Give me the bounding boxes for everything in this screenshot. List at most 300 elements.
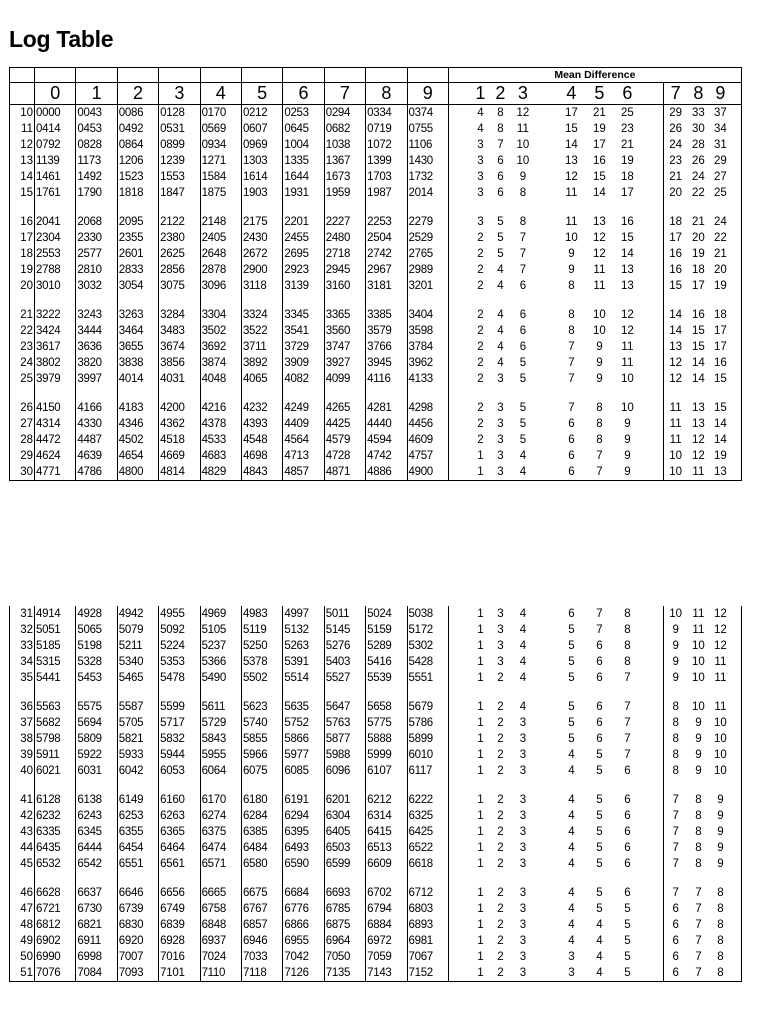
blank-cell [687, 294, 709, 307]
log-value: 6920 [117, 933, 158, 949]
log-value: 5955 [200, 747, 241, 763]
log-value: 6107 [366, 763, 407, 779]
column-gap [731, 699, 741, 715]
mean-difference-value: 7 [672, 794, 679, 806]
mean-difference-value: 17 [565, 107, 578, 119]
mean-difference-value: 4 [477, 107, 484, 119]
header-empty-cell [10, 83, 35, 105]
mean-difference-value: 18 [692, 264, 705, 276]
mean-difference-value: 1 [477, 656, 484, 668]
log-value: 7143 [366, 965, 407, 982]
log-value: 6749 [159, 901, 200, 917]
log-value: 4829 [200, 464, 241, 481]
log-value: 0934 [200, 137, 241, 153]
log-value: 4249 [283, 400, 324, 416]
log-value: 5185 [35, 638, 76, 654]
mean-difference-value: 9 [596, 341, 603, 353]
mean-difference-value: 1 [477, 624, 484, 636]
log-value: 3404 [407, 307, 448, 323]
column-gap [641, 731, 663, 747]
mean-difference-value: 9 [672, 656, 679, 668]
mean-difference-value: 4 [497, 280, 504, 292]
row-number: 40 [10, 763, 35, 779]
mean-difference-value: 11 [565, 216, 578, 228]
log-value: 6551 [117, 856, 158, 872]
log-value: 1644 [283, 169, 324, 185]
blank-cell [535, 872, 557, 885]
blank-cell [709, 294, 731, 307]
mean-difference-value: 9 [613, 464, 641, 481]
log-value: 1139 [35, 153, 76, 169]
table-row [10, 355, 742, 371]
mean-difference-value: 9 [519, 171, 527, 183]
mean-difference-value: 10 [714, 717, 727, 729]
mean-difference-value: 16 [669, 264, 683, 276]
mean-difference-value: 6 [624, 765, 631, 777]
row-number: 41 [10, 792, 35, 808]
blank-cell [10, 201, 35, 214]
column-gap [731, 323, 741, 339]
mean-difference-value: 34 [714, 123, 727, 135]
mean-difference-value: 11 [714, 656, 727, 668]
log-value: 5682 [35, 715, 76, 731]
mean-difference-value: 6 [568, 418, 575, 430]
column-gap [535, 432, 557, 448]
row-number: 20 [10, 278, 35, 294]
column-gap [448, 699, 470, 715]
log-value: 6902 [35, 933, 76, 949]
log-value: 6911 [76, 933, 117, 949]
log-value: 7016 [159, 949, 200, 965]
column-gap [448, 262, 470, 278]
log-value: 4654 [117, 448, 158, 464]
log-value: 6160 [159, 792, 200, 808]
column-gap [641, 169, 663, 185]
log-value: 3139 [283, 278, 324, 294]
mean-difference-value: 1 [477, 810, 484, 822]
mean-difference-value: 12 [692, 450, 705, 462]
column-header: 5 [241, 83, 282, 105]
mean-difference-value: 3 [519, 826, 527, 838]
mean-difference-value: 2 [497, 935, 504, 947]
mean-difference-value: 15 [669, 280, 683, 292]
column-gap [731, 400, 741, 416]
blank-cell [366, 686, 407, 699]
log-value: 5502 [241, 670, 282, 686]
mean-difference-value: 11 [593, 264, 606, 276]
log-value: 4200 [159, 400, 200, 416]
mean-difference-value: 18 [714, 309, 727, 321]
mean-difference-value: 4 [568, 810, 575, 822]
log-value: 2405 [200, 230, 241, 246]
column-gap [641, 965, 663, 982]
mean-difference-value: 1 [477, 749, 484, 761]
log-value: 6253 [117, 808, 158, 824]
column-gap [641, 808, 663, 824]
table-row [10, 933, 742, 949]
column-gap [535, 933, 557, 949]
mean-difference-value: 2 [497, 733, 504, 745]
log-value: 3118 [241, 278, 282, 294]
log-value: 1038 [324, 137, 365, 153]
mean-difference-value: 11 [565, 187, 578, 199]
column-gap [731, 105, 741, 122]
mean-difference-value: 2 [497, 701, 504, 713]
table-row [10, 137, 742, 153]
mean-difference-value: 5 [519, 373, 527, 385]
log-value: 2833 [117, 262, 158, 278]
mean-difference-value: 10 [714, 749, 727, 761]
mean-difference-value: 1 [470, 965, 490, 982]
blank-cell [663, 387, 687, 400]
blank-cell [613, 387, 641, 400]
row-number: 31 [10, 606, 35, 622]
blank-cell [76, 872, 117, 885]
mean-difference-value: 9 [717, 842, 724, 854]
log-value: 5465 [117, 670, 158, 686]
table-row [10, 763, 742, 779]
mean-difference-value: 8 [695, 826, 702, 838]
table-row [10, 371, 742, 387]
mean-difference-value: 7 [695, 919, 702, 931]
mean-difference-value: 7 [672, 858, 679, 870]
log-value: 3766 [366, 339, 407, 355]
blank-cell [535, 294, 557, 307]
blank-cell [557, 294, 585, 307]
mean-difference-value: 8 [672, 733, 679, 745]
log-value: 6618 [407, 856, 448, 872]
log-value: 6010 [407, 747, 448, 763]
log-value: 5478 [159, 670, 200, 686]
log-value: 4843 [241, 464, 282, 481]
mean-difference-value: 14 [692, 373, 705, 385]
header-empty-cell [241, 68, 282, 83]
mean-difference-value: 13 [709, 464, 731, 481]
log-value: 5105 [200, 622, 241, 638]
column-gap [535, 400, 557, 416]
log-value: 5145 [324, 622, 365, 638]
log-value: 2504 [366, 230, 407, 246]
column-gap [641, 464, 663, 481]
log-value: 2227 [324, 214, 365, 230]
mean-difference-value: 2 [490, 965, 510, 982]
mean-difference-value: 1 [477, 640, 484, 652]
blank-cell [731, 779, 741, 792]
mean-difference-value: 5 [596, 826, 603, 838]
blank-cell [585, 387, 613, 400]
log-value: 5403 [324, 654, 365, 670]
log-value: 5132 [283, 622, 324, 638]
mean-difference-value: 9 [672, 640, 679, 652]
mean-difference-value: 5 [596, 887, 603, 899]
header-mean-difference-row [10, 68, 742, 83]
column-gap [535, 137, 557, 153]
blank-cell [490, 294, 510, 307]
row-number: 29 [10, 448, 35, 464]
column-gap [448, 230, 470, 246]
log-value: 6284 [241, 808, 282, 824]
column-gap [448, 856, 470, 872]
mean-difference-value: 8 [624, 640, 631, 652]
column-gap [535, 824, 557, 840]
column-gap [641, 638, 663, 654]
log-value: 4594 [366, 432, 407, 448]
mean-difference-value: 3 [568, 951, 575, 963]
log-value: 6201 [324, 792, 365, 808]
row-number: 49 [10, 933, 35, 949]
mean-difference-value: 6 [672, 935, 679, 947]
blank-cell [557, 201, 585, 214]
column-gap [731, 606, 741, 622]
mean-difference-value: 13 [565, 155, 578, 167]
column-gap [535, 262, 557, 278]
blank-cell [663, 686, 687, 699]
blank-cell [663, 201, 687, 214]
log-value: 5775 [366, 715, 407, 731]
header-gap [535, 83, 557, 105]
mean-difference-value: 2 [497, 919, 504, 931]
mean-difference-value: 33 [692, 107, 705, 119]
mean-difference-value: 8 [695, 842, 702, 854]
blank-cell [709, 201, 731, 214]
table-row [10, 448, 742, 464]
mean-difference-value: 2 [497, 765, 504, 777]
mean-difference-value: 17 [669, 232, 683, 244]
log-value: 5729 [200, 715, 241, 731]
mean-difference-value: 7 [624, 733, 631, 745]
mean-difference-value: 1 [477, 826, 484, 838]
column-gap [731, 262, 741, 278]
table-row [10, 638, 742, 654]
log-value: 6609 [366, 856, 407, 872]
log-value: 6222 [407, 792, 448, 808]
mean-difference-value: 16 [692, 309, 705, 321]
column-gap [641, 246, 663, 262]
log-value: 5705 [117, 715, 158, 731]
blank-cell [535, 387, 557, 400]
log-value: 5198 [76, 638, 117, 654]
column-gap [641, 949, 663, 965]
blank-cell [159, 779, 200, 792]
log-value: 5237 [200, 638, 241, 654]
mean-difference-value: 14 [593, 187, 606, 199]
mean-difference-value: 6 [596, 717, 603, 729]
log-value: 6304 [324, 808, 365, 824]
mean-difference-value: 8 [672, 717, 679, 729]
column-gap [448, 153, 470, 169]
column-gap [731, 747, 741, 763]
column-gap [535, 949, 557, 965]
blank-cell [510, 294, 535, 307]
table-row [10, 670, 742, 686]
log-value: 4393 [241, 416, 282, 432]
blank-cell [510, 201, 535, 214]
mean-difference-value: 25 [714, 187, 727, 199]
log-value: 3160 [324, 278, 365, 294]
log-value: 7110 [200, 965, 241, 982]
log-value: 2122 [159, 214, 200, 230]
mean-difference-value: 3 [477, 171, 484, 183]
mean-difference-value: 10 [516, 155, 530, 167]
log-value: 3365 [324, 307, 365, 323]
log-value: 7076 [35, 965, 76, 982]
mean-difference-value: 6 [519, 309, 527, 321]
column-gap [731, 432, 741, 448]
column-gap [535, 606, 557, 622]
blank-cell [535, 686, 557, 699]
log-value: 4969 [200, 606, 241, 622]
mean-difference-value: 18 [621, 171, 634, 183]
log-value: 6170 [200, 792, 241, 808]
column-gap [448, 901, 470, 917]
column-gap [448, 307, 470, 323]
blank-cell [490, 387, 510, 400]
blank-cell [35, 294, 76, 307]
column-gap [448, 949, 470, 965]
log-value: 6875 [324, 917, 365, 933]
table-row [10, 654, 742, 670]
table-row [10, 278, 742, 294]
mean-difference-value: 3 [490, 464, 510, 481]
log-value: 7152 [407, 965, 448, 982]
log-value: 6542 [76, 856, 117, 872]
column-gap [731, 339, 741, 355]
column-gap [641, 307, 663, 323]
column-gap [448, 169, 470, 185]
mean-difference-value: 7 [519, 232, 527, 244]
log-value: 6776 [283, 901, 324, 917]
blank-cell [731, 872, 741, 885]
log-value: 4928 [76, 606, 117, 622]
log-value: 5977 [283, 747, 324, 763]
mean-difference-value: 10 [669, 608, 683, 620]
header-empty-cell [76, 68, 117, 83]
mean-difference-value: 7 [672, 842, 679, 854]
log-value: 6454 [117, 840, 158, 856]
column-gap [731, 121, 741, 137]
column-header: 8 [366, 83, 407, 105]
blank-cell [35, 872, 76, 885]
diff-column-header: 4 [557, 83, 585, 105]
mean-difference-value: 23 [669, 155, 683, 167]
blank-cell [10, 872, 35, 885]
table-row [10, 917, 742, 933]
log-value: 6042 [117, 763, 158, 779]
log-value: 2455 [283, 230, 324, 246]
mean-difference-value: 9 [717, 826, 724, 838]
log-value: 5119 [241, 622, 282, 638]
table-row [10, 214, 742, 230]
mean-difference-value: 6 [596, 640, 603, 652]
log-value: 6138 [76, 792, 117, 808]
mean-difference-value: 19 [593, 123, 606, 135]
log-value: 4683 [200, 448, 241, 464]
column-gap [535, 699, 557, 715]
table-row [10, 606, 742, 622]
log-value: 6522 [407, 840, 448, 856]
log-value: 4713 [283, 448, 324, 464]
row-number: 47 [10, 901, 35, 917]
blank-cell [35, 387, 76, 400]
log-value: 4997 [283, 606, 324, 622]
log-value: 7059 [366, 949, 407, 965]
log-value: 4150 [35, 400, 76, 416]
log-value: 0531 [159, 121, 200, 137]
column-gap [731, 731, 741, 747]
header-empty-cell [10, 68, 35, 83]
mean-difference-value: 5 [596, 794, 603, 806]
log-value: 6590 [283, 856, 324, 872]
log-value: 5315 [35, 654, 76, 670]
log-value: 3729 [283, 339, 324, 355]
log-value: 6149 [117, 792, 158, 808]
log-value: 5441 [35, 670, 76, 686]
mean-difference-value: 15 [692, 325, 705, 337]
log-value: 0864 [117, 137, 158, 153]
mean-difference-value: 5 [596, 810, 603, 822]
log-value: 3856 [159, 355, 200, 371]
mean-difference-value: 8 [497, 123, 504, 135]
blank-cell [407, 201, 448, 214]
log-value: 6365 [159, 824, 200, 840]
mean-difference-value: 4 [568, 765, 575, 777]
log-value: 4698 [241, 448, 282, 464]
log-value: 0212 [241, 105, 282, 122]
column-gap [731, 416, 741, 432]
mean-difference-value: 5 [497, 232, 504, 244]
blank-cell [159, 201, 200, 214]
log-value: 3284 [159, 307, 200, 323]
mean-difference-value: 3 [510, 965, 535, 982]
log-value: 4669 [159, 448, 200, 464]
log-value: 6972 [366, 933, 407, 949]
blank-cell [10, 294, 35, 307]
mean-difference-value: 19 [692, 248, 705, 260]
log-value: 5378 [241, 654, 282, 670]
mean-difference-value: 2 [497, 903, 504, 915]
log-value: 6928 [159, 933, 200, 949]
mean-difference-value: 5 [596, 842, 603, 854]
log-value: 6803 [407, 901, 448, 917]
row-number: 51 [10, 965, 35, 982]
log-value: 6812 [35, 917, 76, 933]
mean-difference-value: 4 [568, 794, 575, 806]
log-value: 4232 [241, 400, 282, 416]
log-value: 5694 [76, 715, 117, 731]
log-value: 5211 [117, 638, 158, 654]
log-value: 6839 [159, 917, 200, 933]
mean-difference-value: 3 [497, 434, 504, 446]
log-value: 5611 [200, 699, 241, 715]
column-gap [535, 965, 557, 982]
column-gap [448, 432, 470, 448]
header-empty-cell [117, 68, 158, 83]
blank-cell [613, 294, 641, 307]
mean-difference-value: 9 [695, 717, 702, 729]
log-value: 7033 [241, 949, 282, 965]
blank-cell [10, 686, 35, 699]
log-value: 4183 [117, 400, 158, 416]
log-value: 2175 [241, 214, 282, 230]
mean-difference-value: 8 [695, 858, 702, 870]
log-value: 7093 [117, 965, 158, 982]
mean-difference-value: 4 [497, 264, 504, 276]
column-gap [535, 792, 557, 808]
log-value: 1553 [159, 169, 200, 185]
log-value: 4425 [324, 416, 365, 432]
log-value: 6191 [283, 792, 324, 808]
log-value: 5340 [117, 654, 158, 670]
